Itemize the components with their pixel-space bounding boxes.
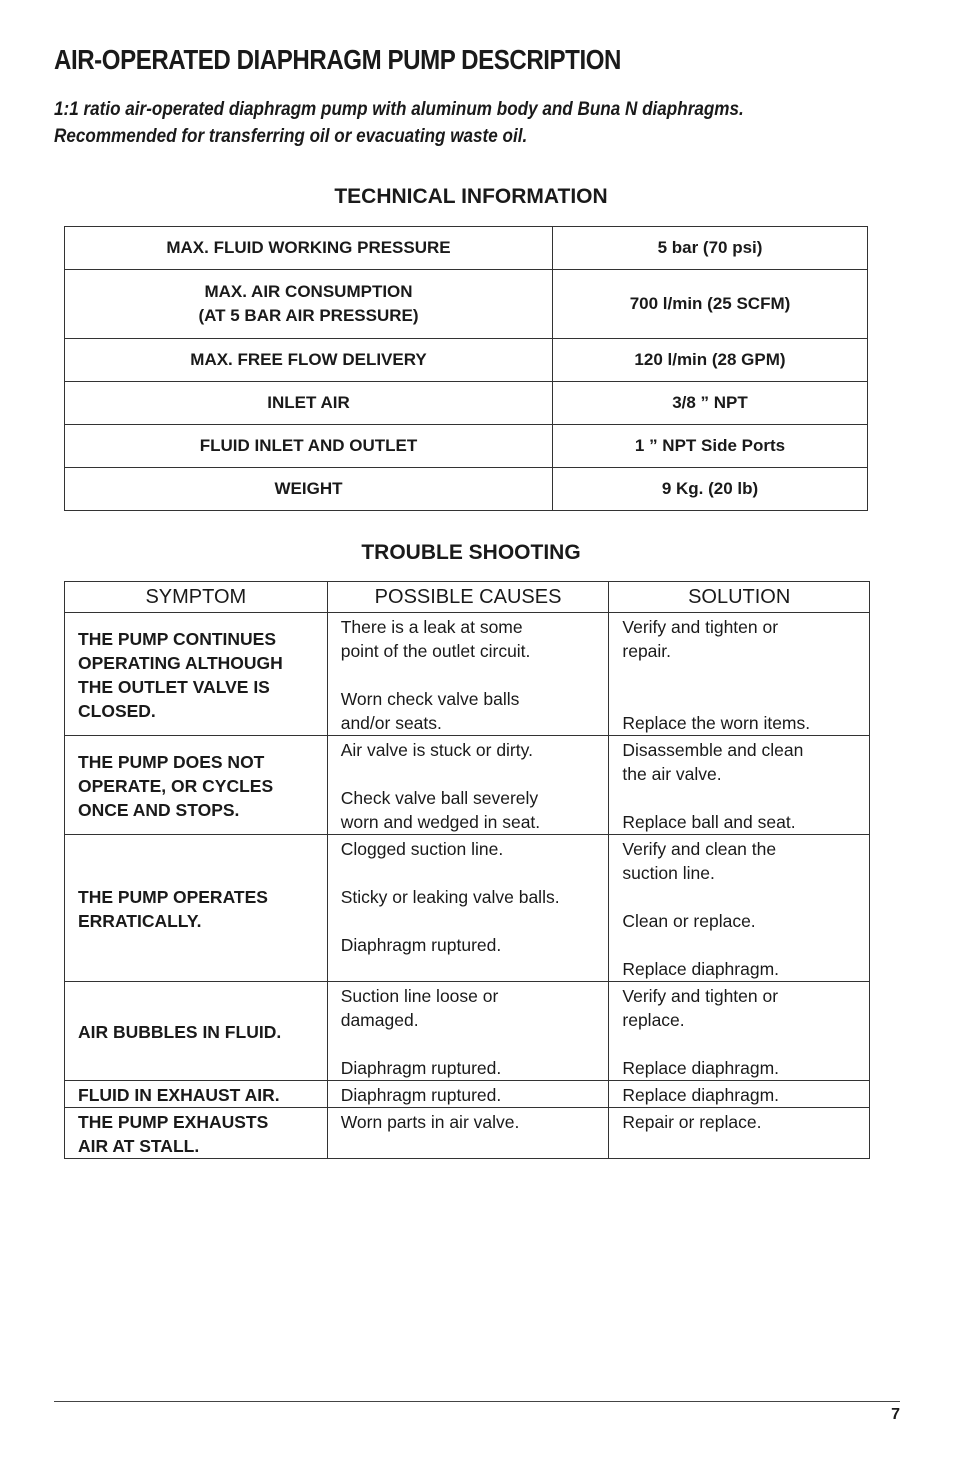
text-line: Replace ball and seat.	[622, 812, 796, 832]
text-line: MAX. FREE FLOW DELIVERY	[190, 350, 427, 369]
table-row	[65, 227, 868, 270]
symptom-cell	[65, 1108, 328, 1159]
text-line: AIR BUBBLES IN FLUID.	[78, 1022, 282, 1042]
table-row	[65, 1081, 870, 1108]
spec-label	[65, 425, 553, 468]
text-line: replace.	[622, 1010, 685, 1030]
spec-value: 3/8 ” NPT	[553, 382, 868, 425]
table-row	[65, 270, 868, 339]
text-line: ERRATICALLY.	[78, 911, 202, 931]
cause-cell	[327, 835, 609, 982]
solution-cell	[609, 1108, 870, 1159]
cause-cell	[327, 1081, 609, 1108]
intro-line: Recommended for transferring oil or evacuating waste oil.	[54, 126, 528, 147]
text-line: Disassemble and clean	[622, 740, 804, 760]
text-line	[341, 1032, 597, 1056]
page-number: 7	[891, 1406, 900, 1423]
text-line: WEIGHT	[274, 479, 343, 498]
text-line	[622, 885, 857, 909]
text-line: worn and wedged in seat.	[340, 812, 541, 832]
text-line	[341, 861, 597, 885]
text-line: THE PUMP CONTINUES	[78, 629, 277, 649]
footer-rule	[54, 1401, 900, 1402]
symptom-cell	[65, 613, 328, 736]
table-row	[65, 425, 868, 468]
text-line: repair.	[622, 641, 672, 661]
text-line: Worn parts in air valve.	[340, 1112, 520, 1132]
solution-cell	[609, 613, 870, 736]
text-line	[341, 909, 597, 933]
solution-cell	[609, 835, 870, 982]
text-line: FLUID INLET AND OUTLET	[199, 436, 418, 455]
text-line: Clean or replace.	[622, 911, 756, 931]
text-line: MAX. FLUID WORKING PRESSURE	[166, 238, 451, 257]
text-line: THE PUMP DOES NOT	[78, 752, 265, 772]
text-line: Diaphragm ruptured.	[340, 935, 502, 955]
text-line: MAX. AIR CONSUMPTION	[204, 282, 413, 301]
text-line	[341, 762, 597, 786]
text-line: Repair or replace.	[622, 1112, 762, 1132]
text-line	[622, 786, 857, 810]
text-line: Clogged suction line.	[340, 839, 504, 859]
spec-value: 1 ” NPT Side Ports	[553, 425, 868, 468]
symptom-cell	[65, 1081, 328, 1108]
solution-cell	[609, 982, 870, 1081]
text-line: INLET AIR	[267, 393, 350, 412]
cause-cell	[327, 982, 609, 1081]
text-line	[341, 663, 597, 687]
text-line: Air valve is stuck or dirty.	[340, 740, 533, 760]
table-row	[65, 1108, 870, 1159]
spec-value: 9 Kg. (20 lb)	[553, 468, 868, 511]
spec-value: 5 bar (70 psi)	[553, 227, 868, 270]
text-line: Sticky or leaking valve balls.	[340, 887, 560, 907]
text-line: Suction line loose or	[340, 986, 499, 1006]
symptom-cell	[65, 835, 328, 982]
header-symptom: SYMPTOM	[65, 582, 328, 613]
text-line	[622, 1032, 857, 1056]
text-line	[341, 957, 597, 981]
text-line: Worn check valve balls	[340, 689, 520, 709]
text-line: FLUID IN EXHAUST AIR.	[78, 1085, 280, 1105]
text-line	[622, 687, 857, 711]
text-line: AIR AT STALL.	[78, 1136, 200, 1156]
text-line: suction line.	[622, 863, 715, 883]
text-line: the air valve.	[622, 764, 722, 784]
text-line: (AT 5 BAR AIR PRESSURE)	[198, 306, 419, 325]
text-line: Replace diaphragm.	[622, 1085, 780, 1105]
table-row	[65, 736, 870, 835]
text-line: Diaphragm ruptured.	[340, 1058, 502, 1078]
trouble-shooting-table	[64, 581, 870, 1159]
solution-cell	[609, 1081, 870, 1108]
header-possible-causes: POSSIBLE CAUSES	[327, 582, 609, 613]
text-line	[622, 933, 857, 957]
table-row	[65, 468, 868, 511]
table-header-row	[65, 582, 870, 613]
text-line: ONCE AND STOPS.	[78, 800, 240, 820]
text-line: Replace the worn items.	[622, 713, 811, 733]
text-line: point of the outlet circuit.	[340, 641, 531, 661]
text-line: and/or seats.	[340, 713, 442, 733]
cause-cell	[327, 736, 609, 835]
text-line: damaged.	[340, 1010, 419, 1030]
text-line: THE PUMP EXHAUSTS	[78, 1112, 269, 1132]
symptom-cell	[65, 736, 328, 835]
text-line: Verify and clean the	[622, 839, 777, 859]
spec-value: 120 l/min (28 GPM)	[553, 339, 868, 382]
text-line: Verify and tighten or	[622, 986, 779, 1006]
cause-cell	[327, 613, 609, 736]
text-line: THE PUMP OPERATES	[78, 887, 268, 907]
spec-value: 700 l/min (25 SCFM)	[553, 270, 868, 339]
spec-label	[65, 270, 553, 339]
text-line: OPERATING ALTHOUGH	[78, 653, 283, 673]
text-line: THE OUTLET VALVE IS	[78, 677, 270, 697]
technical-information-title: TECHNICAL INFORMATION	[334, 185, 608, 208]
text-line: Check valve ball severely	[340, 788, 539, 808]
page-title: AIR-OPERATED DIAPHRAGM PUMP DESCRIPTION	[54, 44, 621, 75]
technical-information-table	[64, 226, 868, 511]
table-row	[65, 835, 870, 982]
intro-text	[54, 96, 744, 150]
text-line: CLOSED.	[78, 701, 156, 721]
symptom-cell	[65, 982, 328, 1081]
intro-line: 1:1 ratio air-operated diaphragm pump with aluminum body and Buna N diaphragms.	[54, 99, 744, 120]
trouble-shooting-title: TROUBLE SHOOTING	[361, 541, 581, 564]
text-line: OPERATE, OR CYCLES	[78, 776, 274, 796]
spec-label	[65, 339, 553, 382]
text-line	[622, 663, 857, 687]
cause-cell	[327, 1108, 609, 1159]
text-line: Verify and tighten or	[622, 617, 779, 637]
table-row	[65, 613, 870, 736]
spec-label	[65, 227, 553, 270]
spec-label	[65, 382, 553, 425]
text-line: Replace diaphragm.	[622, 1058, 780, 1078]
text-line: Replace diaphragm.	[622, 959, 780, 979]
table-row	[65, 382, 868, 425]
text-line: Diaphragm ruptured.	[340, 1085, 502, 1105]
table-row	[65, 339, 868, 382]
header-solution: SOLUTION	[609, 582, 870, 613]
solution-cell	[609, 736, 870, 835]
table-row	[65, 982, 870, 1081]
spec-label	[65, 468, 553, 511]
text-line: There is a leak at some	[340, 617, 523, 637]
